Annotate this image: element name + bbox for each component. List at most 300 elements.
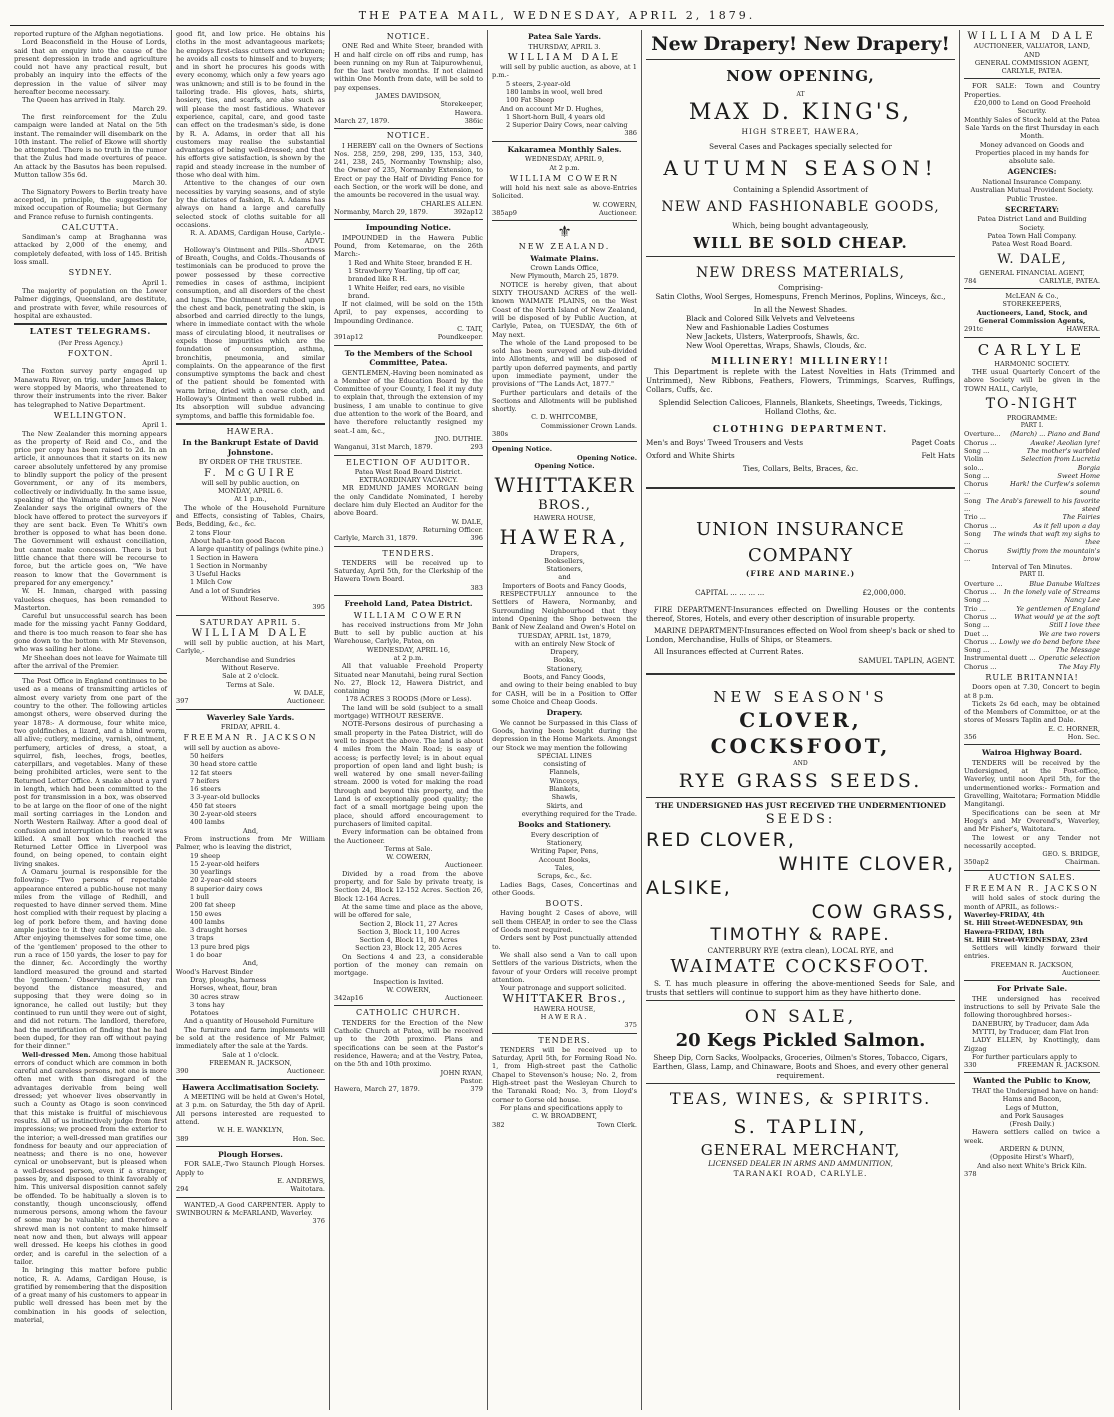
signature: WHITTAKER Bros.,	[502, 992, 627, 1006]
programme-row	[964, 605, 1100, 613]
ad-number: 382	[492, 1120, 505, 1129]
list-item: Stationery,	[546, 839, 583, 848]
ad-date: Wanganui, 31st March, 1879.	[334, 443, 433, 452]
signature: JOHN RYAN,	[440, 1068, 483, 1077]
ad-number: 386	[624, 129, 637, 138]
ad-text: EXTRAORDINARY VACANCY.	[359, 476, 458, 485]
ad-text: DANEBURY, by Traducer, dam Ada	[972, 1019, 1090, 1028]
ad-text: will hold sales of stock during the month of APRIL, as follows:-	[964, 894, 1100, 911]
list-item: Patea Town Hall Company.	[987, 231, 1077, 240]
seed-cow-grass: COW GRASS,	[811, 901, 955, 923]
list-item: 30 yearlings	[190, 868, 232, 877]
rye-head: RYE GRASS SEEDS.	[678, 770, 923, 792]
ad-text: If not claimed, will be sold on the 15th April, to pay expenses, according to Impounding Ordinance.	[334, 300, 483, 325]
ad-number: 379	[470, 1085, 483, 1094]
programme-type: Overture ...	[964, 579, 1003, 588]
article-text: The Post Office in England continues to be used as a means of transmitting articles of almost every variety from one part of the country to the other. The following articles amongst others, were observed during the year 1878:- A dormouse, four white mice, two goldfinches, a lizard, and a blind worm, all alive; cutlery, medicine, varnish, ointment, perfumery, articles of dress, a stoat, a squirrel, fish, leeches, frogs, beetles, caterpillars, and vegetables. Many of these being prohibited articles, were sent to the Returned Letter Office. A snake about a yard in length, which had been committed to the post for transmission in a box, was observed to be at large on the floor of one of the night mail sorting carriages in the London and North Western Railway. After a good deal of confusion and interruption to the work it was killed. A small box which reached the Returned Letter Office in Liverpool was found, on being opened, to contain eight living snakes.	[14, 677, 167, 868]
ad-title: Wairoa Highway Board.	[981, 748, 1083, 758]
divider	[334, 219, 483, 220]
clothing-line: Men's and Boys' Tweed Trousers and Vests	[646, 438, 804, 447]
list-item: Books,	[553, 656, 576, 665]
programme-row	[964, 621, 1100, 629]
divider	[646, 487, 955, 489]
item-list	[492, 648, 637, 681]
article-text: Holloway's Ointment and Pills.-Shortness of Breath, Coughs, and Colds.-Thousands of testimonials can be produced to prove the power possessed by these corrective remedies in cases of asthma, incipient consumption, and all disorders of the chest and lungs. The Ointment well rubbed upon the chest and back, penetrating the skin, is absorbed and carried directly to the lungs, where in immediate contact with the whole mass of circulating blood, it neutralises or expels those impurities which are the foundation of consumption, asthma, bronchitis, pneumonia, and similar complaints. On the appearance of the first consumptive symptoms the back and chest of the patient should be fomented with warm brine, dried with a coarse cloth, and Holloway's Ointment then well rubbed in. Its absorption will subdue advancing symptoms, and baffle this formidable foe.	[176, 245, 325, 420]
list-item: 3 draught horses	[190, 926, 248, 935]
autumn-season: AUTUMN SEASON!	[663, 156, 938, 180]
ad-text: Hawera settlers called on twice a week.	[964, 1128, 1100, 1145]
ad-number: 390	[176, 1067, 189, 1076]
ad-text: The land will be sold (subject to a small mortgage) WITHOUT RESERVE.	[334, 703, 483, 721]
seed-white-clover: WHITE CLOVER,	[778, 853, 955, 875]
silks-list: Black and Colored Silk Velvets and Velveteens New and Fashionable Ladies Costumes New Jackets, Ulsters, Waterproofs, Shawls, &c. New Wool Operettas, Wraps, Shawls, Clouds, &c.	[686, 314, 867, 350]
list-item: 3 tons hay	[190, 1000, 225, 1009]
store-name: MAX D. KING'S,	[688, 100, 913, 125]
item-list	[492, 80, 637, 105]
ad-text: Ladies Bags, Cases, Concertinas and other Goods.	[492, 880, 637, 897]
bought-line: Which, being bought advantageously,	[732, 221, 869, 230]
programme-title: Operatic selection	[1038, 654, 1100, 663]
list-item: 180 lambs in wool, well bred	[506, 87, 603, 96]
ad-heading: TENDERS.	[538, 1035, 591, 1045]
clover-head: CLOVER, COCKSFOOT,	[710, 708, 891, 758]
ad-date: TUESDAY, APRIL 1st, 1879,	[517, 631, 612, 640]
ad-text: THE usual Quarterly Concert of the above Society will be given in the TOWN HALL, Carlyle,	[964, 367, 1100, 393]
ad-subtitle: AGENCIES:	[1007, 167, 1057, 177]
ad-heading: NOTICE.	[386, 32, 431, 41]
divider	[14, 673, 167, 674]
programme-title: The Arab's farewell to his favorite steed	[986, 496, 1100, 514]
article-text: good fit, and low price. He obtains his cloths in the most advantageous markets; he employs first-class cutters and workmen; he avoids all costs to himself and to buyers; and in short he procures his goods with every economy, which only a few years ago was unknown; and still is to be found in the tailoring trade. His gloves, hats, shirts, hosiery, ties, and scarfs, are also such as will please the most fastidious. Whatever experience, capital, care, and good taste can effect on the tradesman's side, is done by R. A. Adams, in order that all his customers may realise the substantial advantages of being well-dressed; and that his efforts give satisfaction, is shown by the rapid and steady increase in the number of those who deal with him.	[176, 30, 325, 180]
programme-row	[964, 522, 1100, 530]
divider	[964, 1072, 1100, 1073]
signature-role: Poundkeeper.	[437, 333, 483, 342]
programme-title: Hark! the Curfew's solemn sound	[1009, 480, 1100, 497]
ad-text: CARLYLE, PATEA.	[1001, 67, 1063, 76]
list-item: Public Trustee.	[1006, 194, 1058, 203]
programme-row	[964, 439, 1100, 447]
ad-text: St. Hill Street-WEDNESDAY, 9th	[964, 919, 1083, 928]
and-word: AND	[793, 760, 808, 767]
ad-time: at 2 p.m.	[393, 654, 424, 662]
ad-text: Without Reserve.	[221, 595, 280, 603]
programme-row	[964, 480, 1100, 497]
seeds-label: SEEDS:	[765, 812, 836, 827]
ad-text: will hold his next sale as above-Entries Solicited.	[492, 184, 637, 201]
programme-type: Chorus ...	[964, 612, 997, 621]
programme-type: Chorus ...	[964, 438, 997, 447]
item-list	[176, 529, 325, 595]
programme-type: Song ...	[964, 596, 990, 605]
list-item: Skirts, and	[546, 801, 583, 810]
list-item: 100 Fat Sheep	[506, 96, 555, 105]
programme-type: Chorus ...	[964, 521, 997, 530]
signature: W. COWERN,	[592, 200, 637, 209]
article-text: Careful but unsuccessful search has been made for the missing yacht Fanny Goddard, and there is too much reason to fear she has gone down to the bottom with Mr Stevenson, who was sailing her alone.	[14, 612, 167, 654]
byline: (Per Press Agency.)	[58, 338, 123, 347]
ad-text: The whole of the Household Furniture and Effects, consisting of Tables, Chairs, Beds, Bedding, &c., &c.	[176, 503, 325, 529]
signature: E. C. HORNER,	[1048, 724, 1100, 733]
list-item: Drapery,	[550, 648, 579, 657]
list-item: Tales,	[554, 863, 575, 872]
programme-title: As it fell upon a day	[1033, 521, 1100, 530]
auctioneer-name: F. McGUIRE	[204, 467, 297, 479]
programme-type: Chorus ...	[964, 588, 997, 597]
list-item: 15 2-year-old heifers	[190, 859, 260, 868]
list-item: Horses, wheat, flour, bran	[190, 984, 278, 993]
programme-type: Overture...	[964, 430, 1001, 439]
ad-text: Waverley-FRIDAY, 4th	[964, 910, 1045, 919]
ad-text: From instructions from Mr William Palmer, who is leaving the district,	[176, 834, 325, 852]
ad-heading: TENDERS.	[382, 548, 435, 558]
ad-text: On Sections 4 and 23, a considerable portion of the money can remain on mortgage.	[334, 952, 483, 978]
column-2	[172, 30, 330, 1410]
columns	[10, 30, 1104, 1410]
signature-role: Auctioneer.	[286, 1067, 325, 1076]
new-season: NEW SEASON'S	[713, 688, 888, 706]
signature-town: HAWERA.	[540, 1013, 589, 1021]
signature: C. TAIT,	[457, 325, 483, 333]
dateline: March 29.	[132, 104, 167, 113]
ad-text: Your patronage and support solicited.	[500, 984, 627, 993]
ad-number: 397	[176, 697, 189, 706]
ad-text: Terms at Sale.	[226, 680, 275, 689]
ad-text: Patea West Road Board District.	[354, 467, 463, 476]
ad-number: 356	[964, 733, 977, 742]
divider	[964, 288, 1100, 289]
ad-text: WANTED,-A Good CARPENTER. Apply to SWINBOURN & McFARLAND, Waverley.	[176, 1200, 325, 1217]
seed-red-clover: RED CLOVER,	[646, 829, 796, 851]
ad-text: Inspection is Invited.	[373, 977, 444, 986]
ad-text: HARMONIC SOCIETY.	[994, 359, 1070, 368]
list-item: Winceys,	[549, 776, 580, 785]
ad-text: Sale at 2 o'clock.	[222, 672, 279, 681]
item-list	[492, 113, 637, 130]
ad-title: Hawera Acclimatisation Society.	[182, 1082, 319, 1092]
list-item: Section 4, Block 11, 80 Acres	[359, 936, 458, 945]
divider	[964, 980, 1100, 981]
programme-title: The Message	[1055, 646, 1100, 655]
ad-heading: AUCTION SALES.	[988, 872, 1076, 882]
ad-subtitle: Drapery.	[546, 708, 583, 718]
ad-text: THAT the Undersigned have on hand:	[972, 1086, 1099, 1095]
ad-text: Divided by a road from the above property, and for Sale by private treaty, is Section 24, Block 12-152 Acres. Section 26, Block 12-164 Acres.	[334, 869, 483, 903]
programme-title: Awake! Aeolian lyre!	[1030, 438, 1100, 447]
column-4	[488, 30, 642, 1410]
signature: E. ANDREWS,	[277, 1176, 325, 1185]
list-item: Hams and Bacon,	[1002, 1095, 1062, 1104]
ad-text: ONE Red and White Steer, branded with H and half circle on off ribs and rump, has been running on my Run at Taipurowhenui, for the last twelve months. If not claimed within One Month from date, will be sold to pay expenses.	[334, 42, 483, 92]
auctioneer-name: FREEMAN R. JACKSON	[965, 884, 1099, 894]
divider	[176, 615, 325, 616]
list-item: 50 heifers	[190, 751, 224, 760]
signature: CHARLES ALLEN.	[420, 199, 483, 208]
union-sub: (FIRE AND MARINE.)	[745, 569, 856, 578]
ad-text: MYTTI, by Traducer, dam Flat Iron	[972, 1027, 1089, 1036]
programme-type: Chorus ...	[964, 546, 989, 563]
signature-role: Auctioneer.	[444, 861, 483, 870]
signature: ARDERN & DUNN,	[999, 1145, 1065, 1154]
divider	[176, 1079, 325, 1080]
ad-text: £20,000 to Lend on Good Freehold Security.	[973, 99, 1091, 116]
divider	[646, 797, 955, 798]
ad-text: FOR SALE: Town and Country Properties.	[964, 82, 1100, 99]
programme-title: Selection from Lucretia Borgia	[1020, 455, 1100, 472]
ad-text: NOTICE is hereby given, that about SIXTY THOUSAND ACRES of the well-known WAIMATE PLAINS, on the West Coast of the North Island of New Zealand, will be disposed of by Public Auction, at Carlyle, Patea, on TUESDAY, the 6th of May next.	[492, 280, 637, 339]
programme-type: Violin solo...	[964, 455, 984, 472]
list-item: Flannels,	[549, 768, 580, 777]
list-item: Potatoes	[190, 1009, 219, 1018]
ad-date: Normanby, March 29, 1879.	[334, 207, 428, 216]
programme-title: The May Fly	[1058, 662, 1100, 671]
list-item: Section 23, Block 12, 205 Acres	[355, 944, 462, 953]
list-item: 30 head store cattle	[190, 760, 257, 769]
new-goods: NEW AND FASHIONABLE GOODS,	[661, 199, 940, 215]
ad-text: For plans and specifications apply to	[500, 1103, 623, 1112]
programme-row	[964, 638, 1100, 646]
ad-text: HAWERA HOUSE,	[533, 514, 596, 523]
ad-text: LADY ELLEN, by Knottingly, dam Zigzag	[964, 1036, 1100, 1053]
signature-role: Hon. Sec.	[292, 1134, 325, 1143]
list-item: 3 Useful Hacks	[190, 570, 241, 579]
ad-text: with an entirely New Stock of	[514, 639, 615, 648]
calicoes: Splendid Selection Calicoes, Flannels, Blankets, Sheetings, Tweeds, Tickings, Holland Cloths, &c.	[658, 398, 943, 416]
signature: GEO. S. BRIDGE,	[1042, 850, 1100, 859]
millinery-body: This Department is replete with the Latest Novelties in Hats (Trimmed and Untrimmed), New Ribbons, Feathers, Flowers, Trimmings, Scarves, Ruffings, Collars, Cuffs, &c.	[646, 367, 955, 394]
divider	[492, 1033, 637, 1034]
taplin-note: S. T. has much pleasure in offering the above-mentioned Seeds for Sale, and trusts that settlers will continue to support him as they have hitherto done.	[646, 979, 955, 997]
programme-row	[964, 654, 1100, 662]
column-5	[642, 30, 960, 1410]
list-item: 20 2-year-old steers	[190, 876, 257, 885]
ad-number: 293	[470, 443, 483, 452]
ad-number: 389	[176, 1134, 189, 1143]
signature: FREEMAN R. JACKSON.	[1017, 1061, 1100, 1070]
ad-text: Every information can be obtained from the Auctioneer.	[334, 828, 483, 845]
shades: In all the Newest Shades.	[753, 305, 848, 314]
list-item: 450 fat steers	[190, 801, 237, 810]
list-item: 2 tons Flour	[190, 528, 231, 537]
signature-place: CARLYLE, PATEA.	[1039, 276, 1100, 285]
dress-list: Satin Cloths, Wool Serges, Homespuns, French Merinos, Poplins, Winceys, &c.,	[655, 292, 946, 301]
divider	[646, 256, 955, 257]
signature: JAMES DAVIDSON,	[375, 92, 442, 101]
ad-text: And also next White's Brick Kiln.	[977, 1161, 1087, 1170]
list-item: 1 Red and White Steer, branded E H.	[348, 258, 473, 267]
divider	[964, 337, 1100, 338]
programme-row	[964, 547, 1100, 564]
ad-text: GENTLEMEN,-Having been nominated as a Member of the Education Board by the Committee of your County, I feel it my duty to explain that, through the extension of my business, I am unable to continue to give due attention to the work of the Board, and have therefore reluctantly resigned my seat.-I am, &c.,	[334, 368, 483, 435]
ad-title: Patea Sale Yards.	[527, 32, 602, 41]
signature-role: Auctioneer.	[286, 697, 325, 706]
programme-type: Duet ...	[964, 629, 989, 638]
ad-text: I HEREBY call on the Owners of Sections Nos. 258, 259, 298, 299, 135, 153, 340, 241, 238, 245, Normanby Township; also, the Owner of 235, Normanby Extension, to Erect or pay the Half of Dividing Fence for each Section, or the work will be done, and the amounts be recovered in the usual way.	[334, 141, 483, 200]
list-item: 1 Section in Hawera	[190, 553, 259, 562]
ad-title: Opening Notice.	[492, 445, 553, 454]
article-text: Among those habitual errors of conduct which are common in both careful and careless persons, not one is more often met with than disregard of the advantages derivable from being well dressed; yet whoever lives observantly in such a County as Otago is soon convinced that this mistake is fruitful of mischievous results. All of us instinctively judge from first impressions; we proceed from the exterior to the interior; a well-dressed man gratifies our fondness for beauty and our appreciation of neatness; and there is no one, however cynical or unobservant, but is pleased when a well-dressed person, even if a stranger, passes by, and disposed to think favorably of him. This universal disposition cannot safely be offended. To be habitually a sloven is to constantly, though unconsciously, offend numerous persons, among whom the favour of some may be valuable; and therefore a shrewd man is not content to make himself neat now and then, but always will appear well dressed. He keeps his clothes in good order, and is careful in the selection of a tailor.	[14, 1050, 167, 1266]
signature: W. DALE,	[997, 251, 1067, 267]
programme-title: In the lonely vale of Streams	[1003, 588, 1100, 597]
millinery-title: MILLINERY! MILLINERY!!	[711, 357, 890, 367]
ad-text: AND	[1024, 50, 1040, 59]
capital-label: CAPITAL ... ... ... ...	[695, 588, 765, 597]
ad-text: And,	[242, 959, 259, 968]
taranaki-road: TARANAKI ROAD, CARLYLE.	[733, 1169, 868, 1178]
ad-text: GENERAL COMMISSION AGENT,	[974, 58, 1090, 67]
ad-number: 350ap2	[964, 858, 989, 867]
programme-title: The winds that waft my sighs to thee	[993, 529, 1100, 547]
list-item: National Insurance Company.	[982, 177, 1082, 186]
list-item: Account Books,	[538, 855, 591, 864]
ad-text: MR EDMUND JAMES MORGAN being the only Candidate Nominated, I hereby declare him duly Elected an Auditor for the above Board.	[334, 484, 483, 518]
place-heading: WELLINGTON.	[53, 410, 128, 420]
ad-title: Opening Notice.	[534, 461, 595, 470]
ad-text: And on account Mr D. Hughes,	[500, 104, 604, 113]
column-3	[330, 30, 488, 1410]
ad-number: 385ap9	[492, 209, 517, 218]
ad-text: Orders sent by Post punctually attended to.	[492, 934, 637, 951]
item-list	[492, 768, 637, 809]
divider	[334, 128, 483, 129]
programme-type: Song ...	[964, 529, 981, 547]
auctioneer-name: WILLIAM DALE	[967, 31, 1097, 42]
dateline: April 1.	[142, 278, 167, 287]
divider	[964, 870, 1100, 871]
ad-text: At the same time and place as the above, will be offered for sale,	[334, 902, 483, 920]
programme-title: The Fairies	[1062, 513, 1100, 522]
ad-text: and owing to their being enabled to buy for CASH, will be in a Position to Offer some Choice and Cheap Goods.	[492, 681, 637, 706]
clothing-line: Ties, Collars, Belts, Braces, &c.	[742, 464, 859, 473]
programme-title: Blue Danube Waltzes	[1029, 579, 1100, 588]
containing-line: Containing a Splendid Assortment of	[733, 185, 868, 194]
place-heading: FOXTON.	[67, 348, 114, 358]
signature-role: Hon. Sec.	[1067, 733, 1100, 742]
ad-time: At 1 p.m.,	[234, 495, 267, 504]
ad-date: WEDNESDAY, APRIL 9,	[525, 155, 604, 164]
divider	[334, 455, 483, 456]
signature-role: Chairman.	[1064, 858, 1100, 867]
item-list	[334, 259, 483, 300]
divider	[646, 59, 955, 60]
ad-text: The whole of the Land proposed to be sold has been surveyed and sub-divided into Allotments, and will be disposed of partly upon deferred payments, and partly upon immediate payment, under the provisions of "The Lands Act, 1877."	[492, 338, 637, 389]
programme-row	[964, 455, 1100, 472]
ad-text: All that valuable Freehold Property Situated near Manutahi, being rural Section No. 27, Block 12, Hawera District, and containing	[334, 662, 483, 696]
programme-title: Still I love thee	[1049, 621, 1100, 630]
ad-number: 380s	[492, 430, 508, 439]
programme-title: Nancy Lee	[1064, 596, 1100, 605]
list-item: 30 acres straw	[190, 992, 240, 1001]
list-item: 1 do boar	[190, 951, 222, 960]
item-list	[176, 976, 325, 1017]
union-signature: SAMUEL TAPLIN, AGENT.	[858, 656, 955, 665]
programme-type: Trio ...	[964, 604, 987, 613]
article-text: Mr Sheehan does not leave for Waimate till after the arrival of the Premier.	[14, 653, 167, 670]
list-item: Blankets,	[548, 785, 581, 794]
ad-title: Opening Notice.	[576, 453, 637, 462]
current-rates: All Insurances effected at Current Rates.	[654, 647, 804, 656]
item-list	[964, 215, 1100, 248]
ad-number: 342ap16	[334, 994, 364, 1003]
programme-title: (March) ... Piano and Band	[1010, 430, 1100, 439]
ad-text: STOREKEEPERS,	[1002, 300, 1062, 309]
signature: W. COWERN,	[386, 853, 431, 862]
item-list	[964, 1095, 1100, 1128]
programme-row	[964, 430, 1100, 438]
ad-title: For Private Sale.	[996, 984, 1068, 994]
ad-number: 294	[176, 1185, 189, 1194]
signature-place: HAWERA.	[1066, 325, 1100, 334]
list-item: and Pork Sausages	[1000, 1111, 1064, 1120]
divider	[964, 78, 1100, 79]
marine-dept: MARINE DEPARTMENT-Insurances effected on Wool from sheep's back or shed to London, Merchandise, Hulls of Ships, or Steamers.	[646, 626, 955, 644]
signature-role: GENERAL FINANCIAL AGENT,	[979, 268, 1085, 277]
list-item: 8 superior dairy cows	[190, 884, 263, 893]
ad-text: has received instructions from Mr John Butt to sell by public auction at his Warehouse, Carlyle, Patea, on	[334, 620, 483, 646]
society-name: CARLYLE	[977, 340, 1087, 359]
list-item: and	[558, 573, 571, 582]
list-item: 30 2-year-old steers	[190, 810, 257, 819]
programme-title: Swiftly from the mountain's brow	[1007, 546, 1100, 563]
ad-text: St. Hill Street-WEDNESDAY, 23rd	[964, 935, 1088, 944]
ad-heading: ELECTION OF AUDITOR.	[346, 457, 471, 467]
list-item: Scraps, &c., &c.	[537, 872, 592, 881]
ad-text: McLEAN & Co.,	[1005, 292, 1059, 301]
list-item: Shawls,	[551, 793, 578, 802]
programme-list	[964, 580, 1100, 671]
tonight: TO-NIGHT	[985, 395, 1079, 412]
store-name-sub: BROS.,	[538, 498, 591, 514]
ad-text: Having bought 2 Cases of above, will sell them CHEAP, in order to see the Class of Goods most required.	[492, 909, 637, 935]
column-1	[10, 30, 172, 1410]
capital-value: £2,000,000.	[862, 588, 906, 597]
list-item: 1 Section in Normanby	[190, 561, 268, 570]
ad-title: To the Members of the School Committee, Patea.	[344, 348, 473, 368]
taplin-name: S. TAPLIN,	[733, 1116, 868, 1138]
ad-heading: CATHOLIC CHURCH.	[356, 1008, 461, 1018]
programme-row	[964, 588, 1100, 596]
auctioneer-name: WILLIAM DALE	[191, 627, 310, 639]
ad-text: Monthly Sales of Stock held at the Patea Sale Yards on the first Thursday in each Month.	[964, 115, 1100, 141]
list-item: Stationery,	[546, 664, 583, 673]
programme-type: Trio ...	[964, 513, 987, 522]
programme-type: Song ...	[964, 621, 990, 630]
ad-text: Doors open at 7.30, Concert to begin at 8 p.m.	[964, 683, 1100, 700]
ad-subtitle: SECRETARY:	[1005, 204, 1059, 214]
list-item: A large quantity of palings (white pine.)	[190, 545, 324, 554]
article-text: The Signatory Powers to Berlin treaty have accepted, in principle, the suggestion for mixed occupation of Roumelia; but Germany and France refuse to furnish contingents.	[14, 187, 167, 221]
ad-text: NOTE-Persons desirous of purchasing a small property in the Patea District, will do well to inspect the above. The land is about 4 miles from the Main Road; is easy of access; is perfectly level; is in about equal proportion of open land and light bush; is well watered by one small never-failing stream. 2000 is voted for making the road through and beyond this property, and the Land is of exceptionally good quality; the fact of a small mortgage being upon the place, should afford encouragement to purchasers of limited capital.	[334, 720, 483, 828]
ad-text: Importers of Boots and Fancy Goods,	[502, 581, 627, 590]
signature: R. A. ADAMS, Cardigan House, Carlyle.-ADVT.	[190, 229, 325, 246]
ad-text: Merchandise and Sundries	[205, 655, 296, 664]
ad-text: will sell by public auction, on	[201, 478, 300, 487]
list-item: Patea District Land and Building Society.	[977, 215, 1087, 232]
programme-row	[964, 613, 1100, 621]
ad-text: Hawera-FRIDAY, 18th	[964, 927, 1045, 936]
list-item: 150 ewes	[190, 909, 222, 918]
signature: FREEMAN R. JACKSON,	[990, 960, 1074, 969]
signature-role: Returning Officer.	[422, 525, 483, 534]
article-text: W. H. Inman, charged with passing valueless cheques, has been remanded to Masterton.	[14, 587, 167, 612]
signature-place: Hawera.	[454, 108, 483, 117]
list-item: Drapers,	[549, 548, 580, 557]
ad-text: The furniture and farm implements will be sold at the residence of Mr Palmer, immediately after the sale at the Yards.	[176, 1025, 325, 1051]
ad-number: 784	[964, 276, 977, 285]
now-opening: NOW OPENING,	[726, 67, 875, 85]
list-item: Stationers,	[546, 565, 583, 574]
list-item: Legs of Mutton,	[1005, 1103, 1059, 1112]
programme-row	[964, 447, 1100, 455]
